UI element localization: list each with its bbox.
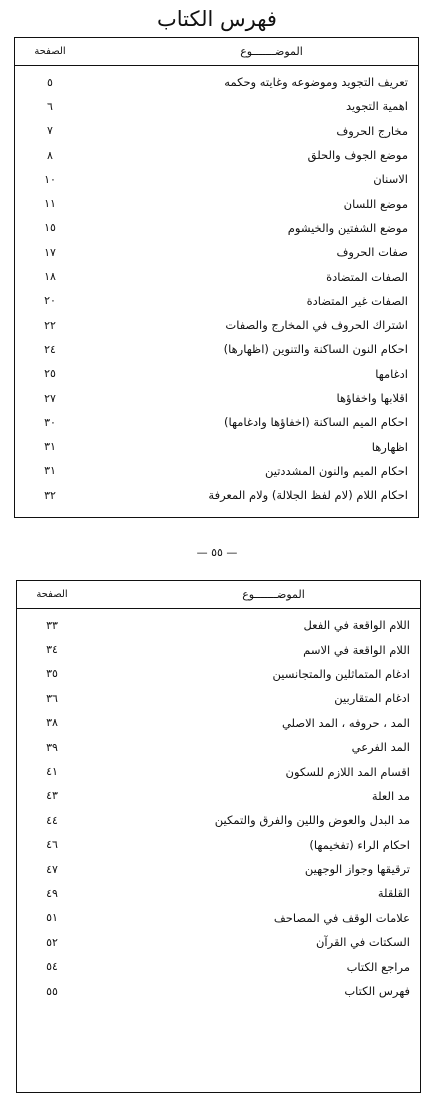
- table-row: [15, 362, 418, 386]
- row-page-number: ٧: [47, 124, 53, 138]
- table-row: [17, 857, 420, 881]
- row-page-number: ٢٢: [44, 318, 56, 332]
- table-row: [17, 833, 420, 857]
- row-page-number: ٣٤: [46, 643, 58, 657]
- row-page-number: ٤٣: [46, 789, 58, 803]
- row-subject: فهرس الكتاب: [344, 984, 410, 999]
- toc-table-1: [14, 37, 419, 518]
- row-page-number: ١٠: [44, 172, 56, 186]
- table-row: [17, 662, 420, 686]
- row-page-number: ٤٤: [46, 813, 58, 827]
- row-page-number: ١٨: [44, 270, 56, 284]
- table-row: [17, 784, 420, 808]
- row-subject: المد ، حروفه ، المد الاصلي: [281, 715, 410, 730]
- row-subject: الاسنان: [373, 172, 408, 187]
- row-subject: المد الفرعي: [351, 740, 410, 755]
- row-subject: اظهارها: [371, 439, 408, 454]
- table-row: [17, 686, 420, 710]
- row-page-number: ٣٨: [46, 716, 58, 730]
- table-row: [15, 240, 418, 264]
- row-subject: اقسام المد اللازم للسكون: [285, 764, 410, 779]
- table-row: [15, 70, 418, 94]
- row-subject: الصفات غير المتضادة: [306, 293, 408, 308]
- row-subject: القلقلة: [377, 886, 410, 901]
- row-page-number: ٥٤: [46, 960, 58, 974]
- page-column-header: الصفحة: [36, 589, 68, 600]
- table-row: [15, 459, 418, 483]
- row-page-number: ٥٢: [46, 935, 58, 949]
- row-page-number: ٢٠: [44, 294, 56, 308]
- table-row: [15, 483, 418, 507]
- row-page-number: ٣٣: [46, 618, 58, 632]
- row-subject: صفات الحروف: [336, 245, 408, 260]
- row-page-number: ٣١: [44, 464, 56, 478]
- row-subject: اللام الواقعة في الفعل: [303, 618, 410, 633]
- row-subject: ادغام المتقاربين: [334, 691, 410, 706]
- row-page-number: ١٥: [44, 221, 56, 235]
- row-subject: اهمية التجويد: [346, 99, 408, 114]
- table-row: [15, 94, 418, 118]
- row-subject: ادغامها: [375, 366, 408, 381]
- row-subject: موضع الشفتين والخيشوم: [287, 220, 408, 235]
- row-page-number: ١٧: [44, 245, 56, 259]
- table-row: [17, 759, 420, 783]
- row-page-number: ٤١: [46, 765, 58, 779]
- row-page-number: ٣٦: [46, 691, 58, 705]
- row-subject: موضع اللسان: [343, 196, 408, 211]
- row-subject: الصفات المتضادة: [326, 269, 408, 284]
- subject-column-header: الموضـــــــوع: [240, 45, 303, 58]
- row-page-number: ٥: [47, 75, 53, 89]
- row-subject: احكام الميم والنون المشددتين: [264, 463, 408, 478]
- toc-table-2: [16, 580, 421, 1093]
- row-page-number: ٥١: [46, 911, 58, 925]
- row-page-number: ٢٥: [44, 367, 56, 381]
- table-row: [17, 930, 420, 954]
- row-subject: السكتات في القرآن: [315, 935, 410, 950]
- row-page-number: ٤٦: [46, 838, 58, 852]
- row-subject: مخارج الحروف: [336, 123, 408, 138]
- row-page-number: ٣٢: [44, 488, 56, 502]
- page-number: — ٥٥ —: [196, 546, 238, 559]
- page-title: فهرس الكتاب: [157, 7, 277, 31]
- table-row: [15, 216, 418, 240]
- row-subject: احكام الراء (تفخيمها): [309, 837, 410, 852]
- table-row: [15, 410, 418, 434]
- table-row: [17, 881, 420, 905]
- row-page-number: ٤٧: [46, 862, 58, 876]
- table-row: [17, 735, 420, 759]
- row-subject: اقلابها واخفاؤها: [336, 391, 408, 405]
- row-subject: اشتراك الحروف في المخارج والصفات: [225, 318, 408, 333]
- row-subject: ادغام المتماثلين والمتجانسين: [272, 666, 410, 681]
- table-header: [15, 38, 418, 66]
- row-page-number: ١١: [44, 197, 56, 211]
- table-row: [15, 386, 418, 410]
- row-page-number: ٦: [47, 99, 53, 113]
- row-subject: موضع الجوف والحلق: [307, 148, 408, 163]
- table-row: [15, 289, 418, 313]
- table-row: [15, 313, 418, 337]
- table-row: [15, 167, 418, 191]
- table-row: [17, 613, 420, 637]
- row-subject: مراجع الكتاب: [346, 959, 410, 974]
- table-row: [17, 954, 420, 978]
- row-page-number: ٣٠: [44, 415, 56, 429]
- row-subject: احكام اللام (لام لفظ الجلالة) ولام المعرفة: [208, 488, 408, 503]
- table-row: [17, 979, 420, 1003]
- table-row: [15, 143, 418, 167]
- table-row: [17, 637, 420, 661]
- row-subject: علامات الوقف في المصاحف: [273, 910, 410, 925]
- table-row: [15, 264, 418, 288]
- table-row: [17, 808, 420, 832]
- row-subject: تعريف التجويد وموضوعه وغايته وحكمه: [224, 75, 408, 90]
- page-column-header: الصفحة: [34, 46, 66, 57]
- row-page-number: ٣٩: [46, 740, 58, 754]
- subject-column-header: الموضـــــــوع: [242, 588, 305, 601]
- table-row: [15, 434, 418, 458]
- row-subject: احكام الميم الساكنة (اخفاؤها وادغامها): [223, 415, 408, 430]
- row-page-number: ٥٥: [46, 984, 58, 998]
- table-header: [17, 581, 420, 609]
- row-page-number: ٤٩: [46, 886, 58, 900]
- row-page-number: ٣١: [44, 440, 56, 454]
- row-page-number: ٨: [47, 148, 53, 162]
- row-subject: احكام النون الساكنة والتنوين (اظهارها): [223, 342, 408, 357]
- row-subject: مد البدل والعوض واللين والفرق والتمكين: [214, 813, 410, 828]
- row-subject: مد العلة: [371, 788, 410, 803]
- row-page-number: ٣٥: [46, 667, 58, 681]
- table-row: [15, 119, 418, 143]
- table-row: [15, 191, 418, 215]
- row-page-number: ٢٧: [44, 391, 56, 405]
- row-subject: اللام الواقعة في الاسم: [303, 642, 410, 657]
- row-page-number: ٢٤: [44, 342, 56, 356]
- table-row: [17, 711, 420, 735]
- table-row: [15, 337, 418, 361]
- table-row: [17, 906, 420, 930]
- table-body: [15, 66, 418, 507]
- table-body: [17, 609, 420, 1003]
- row-subject: ترقيقها وجواز الوجهين: [304, 862, 410, 877]
